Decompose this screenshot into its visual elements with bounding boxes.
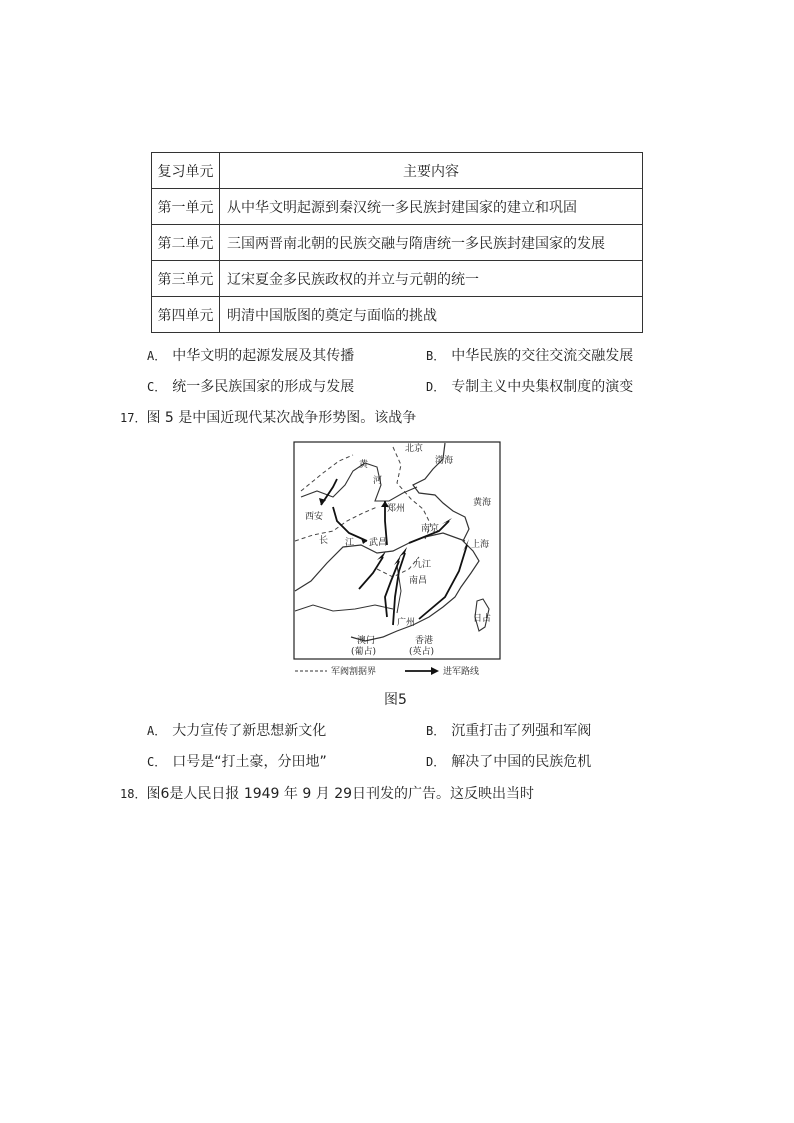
table-row	[152, 189, 643, 225]
map-label-huanghai: 黄海	[473, 498, 492, 508]
question-number: 18．	[120, 787, 147, 801]
table-cell-content: 辽宋夏金多民族政权的并立与元朝的统一	[220, 261, 643, 297]
map-label-macau: 澳门	[357, 636, 376, 646]
option-letter: B．	[426, 724, 446, 738]
option-text: 大力宣传了新思想新文化	[172, 723, 327, 739]
option-text: 沉重打击了列强和军阀	[451, 723, 592, 739]
option-text: 口号是“打土豪，分田地”	[172, 754, 327, 770]
map-label-taiwan: 日占	[473, 614, 492, 624]
table-header-row	[152, 153, 643, 189]
q16-option-a[interactable]	[147, 345, 354, 365]
table-cell-content: 明清中国版图的奠定与面临的挑战	[220, 297, 643, 333]
map-label-he: 河	[373, 476, 383, 486]
stem-text: 是中国近现代某次战争形势图。该战争	[178, 410, 417, 426]
option-text: 解决了中国的民族危机	[451, 754, 592, 770]
option-letter: D．	[426, 380, 446, 394]
legend-route-arrowhead	[431, 667, 439, 675]
question-number: 17．	[120, 411, 147, 425]
map-label-huang: 黄	[359, 460, 369, 470]
figure-caption: 图5	[384, 692, 407, 708]
map-label-bohai: 渤海	[435, 456, 454, 466]
q17-option-b[interactable]	[426, 720, 591, 740]
table-row	[152, 261, 643, 297]
stem-text: 月	[315, 786, 330, 802]
option-text: 专制主义中央集权制度的演变	[451, 379, 634, 395]
map-label-xian: 西安	[305, 512, 324, 522]
table-header-unit: 复习单元	[152, 153, 220, 189]
option-letter: A．	[147, 724, 167, 738]
q17-option-c[interactable]	[147, 751, 327, 771]
map-label-hongkong: 香港	[415, 636, 434, 646]
map-label-jiujiang: 九江	[413, 560, 432, 570]
legend-route-label: 进军路线	[443, 667, 480, 676]
map-label-jiang: 江	[345, 538, 355, 548]
q16-option-c[interactable]	[147, 376, 354, 396]
table-cell-unit: 第四单元	[152, 297, 220, 333]
map-label-beijing: 北京	[405, 444, 424, 454]
table-row	[152, 297, 643, 333]
day: 29	[334, 786, 353, 802]
war-situation-map	[293, 441, 501, 676]
map-label-zhengzhou: 郑州	[387, 504, 406, 514]
q17-option-d[interactable]	[426, 751, 591, 771]
q16-option-d[interactable]	[426, 376, 633, 396]
year: 1949	[243, 786, 280, 802]
q17-stem	[120, 407, 416, 427]
month: 9	[302, 786, 312, 802]
map-label-shanghai: 上海	[471, 540, 490, 550]
option-letter: D．	[426, 755, 446, 769]
q17-option-a[interactable]	[147, 720, 326, 740]
table-row	[152, 225, 643, 261]
figure-number: 6	[160, 786, 170, 802]
map-label-nanchang: 南昌	[409, 576, 428, 586]
figure-number: 5	[164, 410, 174, 426]
stem-text: 是人民日报	[169, 786, 240, 802]
stem-text: 图	[146, 410, 161, 426]
option-letter: B．	[426, 349, 446, 363]
stem-text: 日刊发的广告。这反映出当时	[352, 786, 535, 802]
stem-text: 年	[283, 786, 298, 802]
stem-text: 图	[146, 786, 161, 802]
map-label-macau-note: (葡占)	[351, 647, 377, 657]
table-cell-unit: 第二单元	[152, 225, 220, 261]
map-label-hongkong-note: (英占)	[409, 647, 435, 657]
map-svg	[293, 441, 501, 676]
map-label-nanjing: 南京	[421, 524, 440, 534]
q16-option-b[interactable]	[426, 345, 633, 365]
option-text: 中华民族的交往交流交融发展	[451, 348, 634, 364]
table-cell-unit: 第三单元	[152, 261, 220, 297]
q18-stem	[120, 783, 534, 803]
legend-border-label: 军阀割据界	[331, 667, 377, 676]
table-header-content: 主要内容	[220, 153, 643, 189]
map-label-guangzhou: 广州	[397, 618, 416, 628]
review-table	[151, 152, 643, 333]
option-letter: C．	[147, 380, 167, 394]
table-cell-content: 三国两晋南北朝的民族交融与隋唐统一多民族封建国家的发展	[220, 225, 643, 261]
option-text: 统一多民族国家的形成与发展	[172, 379, 355, 395]
map-label-chang: 长	[319, 536, 329, 546]
option-text: 中华文明的起源发展及其传播	[172, 348, 355, 364]
table-cell-content: 从中华文明起源到秦汉统一多民族封建国家的建立和巩固	[220, 189, 643, 225]
table-cell-unit: 第一单元	[152, 189, 220, 225]
option-letter: A．	[147, 349, 167, 363]
map-label-wuchang: 武昌	[369, 538, 388, 548]
option-letter: C．	[147, 755, 167, 769]
